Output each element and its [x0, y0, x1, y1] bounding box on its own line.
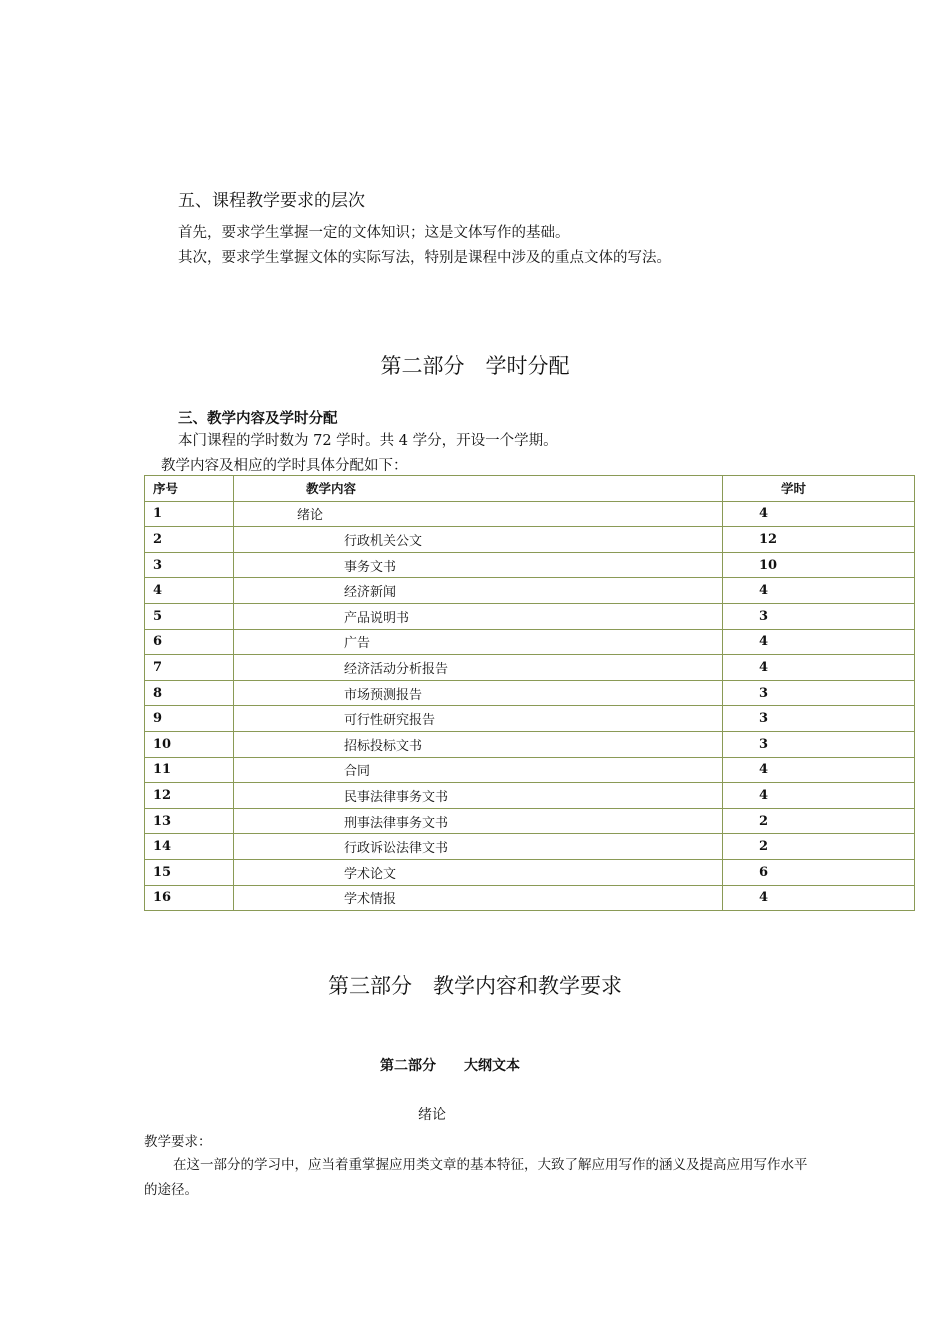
cell-hours: 10	[723, 552, 915, 578]
cell-hours: 3	[723, 731, 915, 757]
cell-no: 3	[145, 552, 234, 578]
table-row	[145, 603, 915, 629]
hours-summary: 本门课程的学时数为 72 学时。共 4 学分，开设一个学期。	[178, 433, 558, 449]
cell-content: 广告	[234, 629, 723, 655]
cell-no: 2	[145, 527, 234, 553]
table-row	[145, 885, 915, 911]
cell-content: 招标投标文书	[234, 731, 723, 757]
allocation-intro: 教学内容及相应的学时具体分配如下：	[161, 458, 408, 474]
table-row	[145, 501, 915, 527]
intro-title: 绪论	[418, 1107, 446, 1123]
cell-no: 14	[145, 834, 234, 860]
cell-hours: 3	[723, 680, 915, 706]
cell-hours: 4	[723, 783, 915, 809]
table-row	[145, 757, 915, 783]
cell-hours: 12	[723, 527, 915, 553]
table-row	[145, 655, 915, 681]
cell-no: 1	[145, 501, 234, 527]
cell-hours: 3	[723, 603, 915, 629]
table-header-row	[145, 476, 915, 502]
cell-no: 5	[145, 603, 234, 629]
cell-hours: 4	[723, 757, 915, 783]
cell-content: 可行性研究报告	[234, 706, 723, 732]
cell-content: 学术情报	[234, 885, 723, 911]
cell-no: 10	[145, 731, 234, 757]
section-heading: 五、课程教学要求的层次	[178, 191, 365, 211]
table-row	[145, 783, 915, 809]
cell-no: 15	[145, 859, 234, 885]
cell-no: 4	[145, 578, 234, 604]
cell-hours: 6	[723, 859, 915, 885]
header-no: 序号	[145, 476, 234, 502]
cell-hours: 4	[723, 501, 915, 527]
table-row	[145, 834, 915, 860]
table-row	[145, 552, 915, 578]
table-row	[145, 680, 915, 706]
cell-hours: 4	[723, 885, 915, 911]
cell-hours: 4	[723, 655, 915, 681]
cell-content: 行政机关公文	[234, 527, 723, 553]
table-row	[145, 578, 915, 604]
cell-content: 刑事法律事务文书	[234, 808, 723, 834]
cell-hours: 2	[723, 834, 915, 860]
requirements-label: 教学要求：	[144, 1134, 212, 1150]
cell-no: 12	[145, 783, 234, 809]
header-hours: 学时	[723, 476, 915, 502]
part-three-title: 第三部分 教学内容和教学要求	[328, 974, 622, 998]
cell-hours: 2	[723, 808, 915, 834]
cell-no: 9	[145, 706, 234, 732]
table-row	[145, 808, 915, 834]
header-content: 教学内容	[234, 476, 723, 502]
cell-content: 合同	[234, 757, 723, 783]
table-row	[145, 859, 915, 885]
cell-content: 绪论	[234, 501, 723, 527]
cell-content: 行政诉讼法律文书	[234, 834, 723, 860]
hours-allocation-table	[144, 475, 915, 911]
cell-no: 13	[145, 808, 234, 834]
cell-content: 经济新闻	[234, 578, 723, 604]
table-row	[145, 731, 915, 757]
cell-no: 7	[145, 655, 234, 681]
requirements-paragraph: 在这一部分的学习中，应当着重掌握应用类文章的基本特征，大致了解应用写作的涵义及提高应用写作水平的途径。	[144, 1157, 808, 1198]
part-two-title: 第二部分 学时分配	[380, 354, 570, 378]
cell-content: 市场预测报告	[234, 680, 723, 706]
table-row	[145, 527, 915, 553]
cell-no: 8	[145, 680, 234, 706]
cell-no: 16	[145, 885, 234, 911]
cell-hours: 4	[723, 629, 915, 655]
cell-no: 6	[145, 629, 234, 655]
cell-content: 事务文书	[234, 552, 723, 578]
requirement-line-1: 首先，要求学生掌握一定的文体知识；这是文体写作的基础。	[178, 225, 570, 241]
cell-hours: 3	[723, 706, 915, 732]
requirement-line-2: 其次，要求学生掌握文体的实际写法，特别是课程中涉及的重点文体的写法。	[178, 250, 671, 266]
table-row	[145, 706, 915, 732]
cell-content: 学术论文	[234, 859, 723, 885]
cell-no: 11	[145, 757, 234, 783]
cell-content: 产品说明书	[234, 603, 723, 629]
cell-content: 民事法律事务文书	[234, 783, 723, 809]
cell-content: 经济活动分析报告	[234, 655, 723, 681]
allocation-subheading: 三、教学内容及学时分配	[178, 411, 338, 427]
cell-hours: 4	[723, 578, 915, 604]
table-row	[145, 629, 915, 655]
outline-heading: 第二部分 大纲文本	[380, 1058, 520, 1074]
